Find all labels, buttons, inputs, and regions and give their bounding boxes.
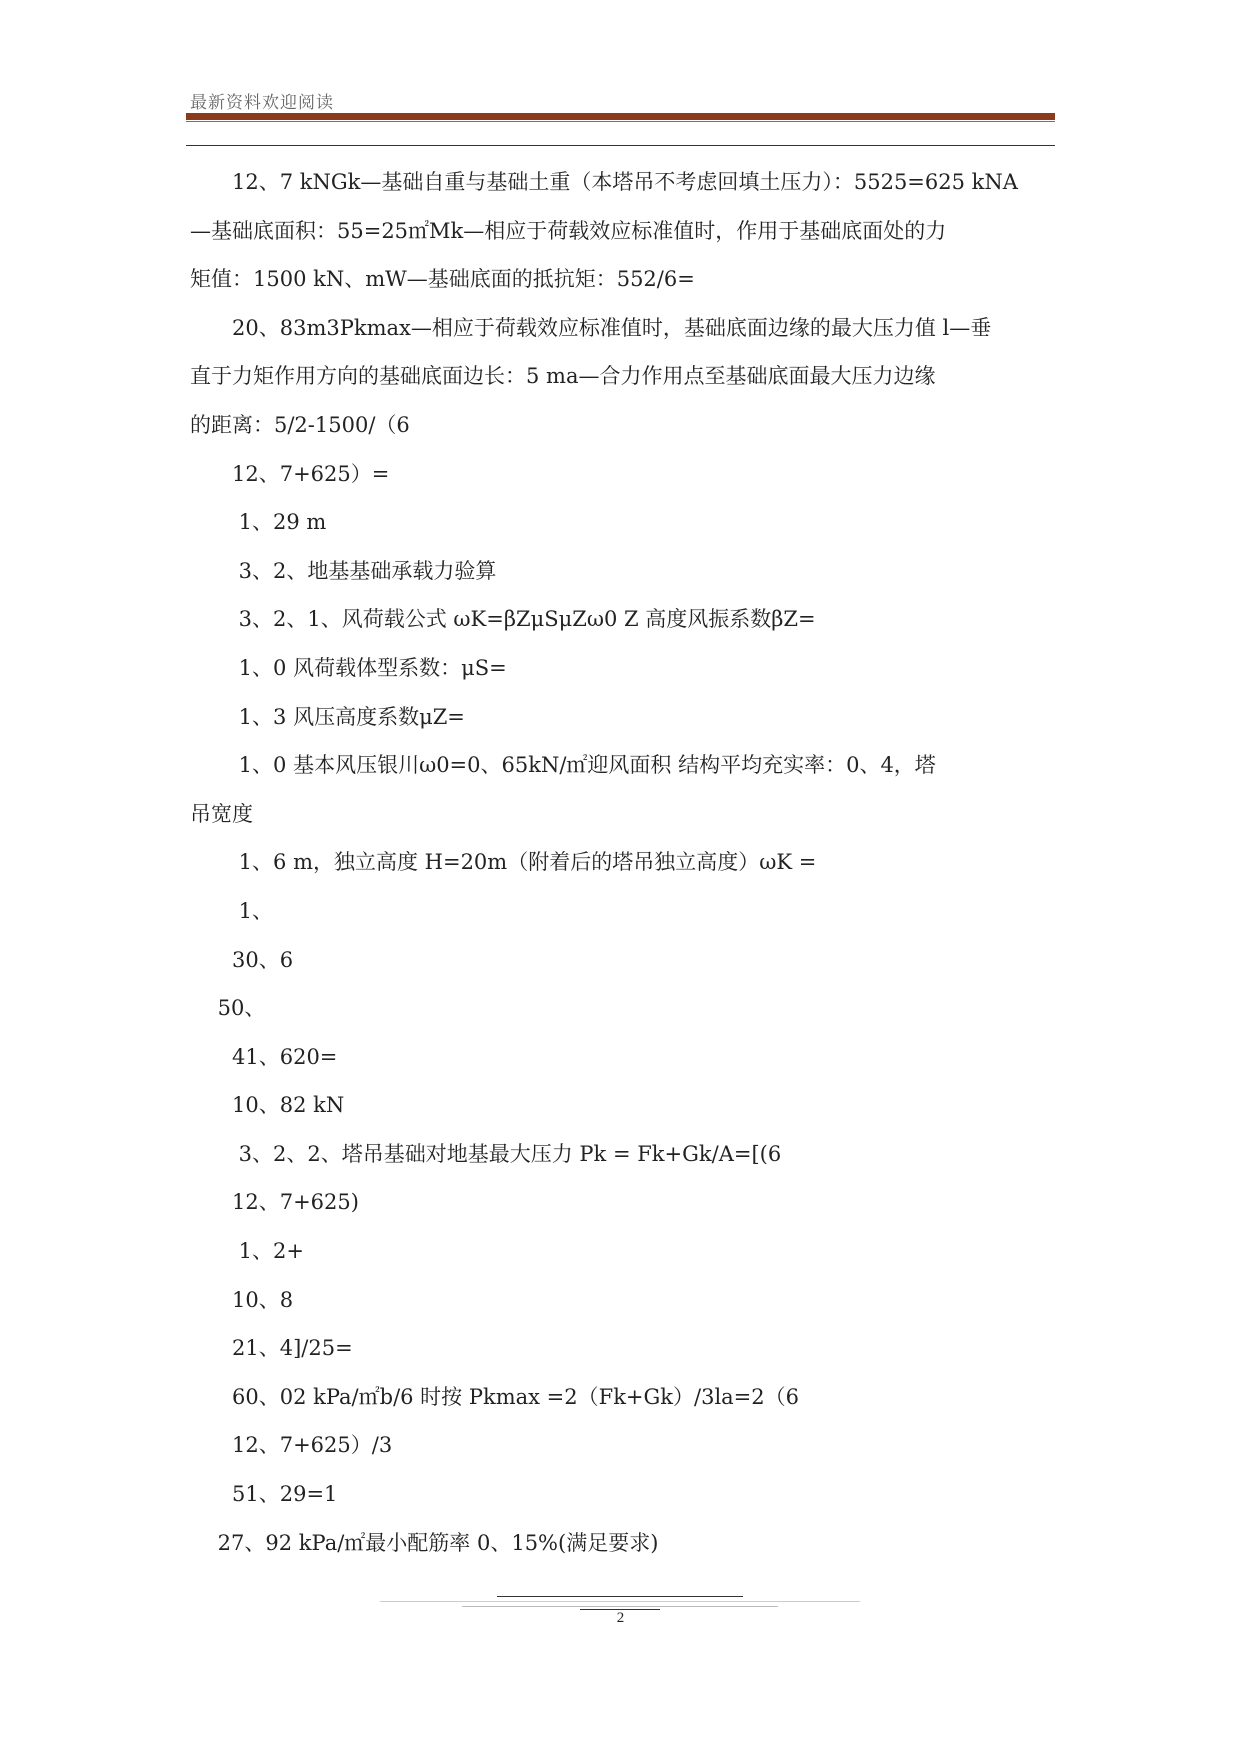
header-rule-thick bbox=[186, 113, 1055, 120]
body-line: —基础底面积：55=25㎡Mk—相应于荷载效应标准值时，作用于基础底面处的力 bbox=[190, 218, 947, 243]
body-line: 12、7+625）/3 bbox=[190, 1433, 393, 1458]
body-line: 10、8 bbox=[190, 1287, 294, 1312]
body-line: 1、 bbox=[190, 898, 274, 923]
body-line: 12、7+625) bbox=[190, 1190, 359, 1215]
document-body bbox=[190, 158, 1090, 1567]
header-text: 最新资料欢迎阅读 bbox=[190, 93, 334, 113]
body-line: 27、92 kPa/㎡最小配筋率 0、15%(满足要求) bbox=[190, 1530, 659, 1555]
body-line: 12、7+625）= bbox=[190, 461, 390, 486]
body-line: 50、 bbox=[190, 996, 266, 1021]
header-rule-bottom bbox=[186, 145, 1055, 146]
body-line: 1、0 基本风压银川ω0=0、65kN/㎡迎风面积 结构平均充实率：0、4，塔 bbox=[190, 753, 936, 778]
body-line: 矩值：1500 kN、mW—基础底面的抵抗矩：552/6= bbox=[190, 267, 695, 292]
body-line: 10、82 kN bbox=[190, 1093, 345, 1118]
body-line: 直于力矩作用方向的基础底面边长：5 ma—合力作用点至基础底面最大压力边缘 bbox=[190, 364, 936, 389]
body-line: 21、4]/25= bbox=[190, 1336, 353, 1361]
footer-rule bbox=[497, 1596, 743, 1597]
body-line: 41、620= bbox=[190, 1044, 338, 1069]
body-line: 60、02 kPa/㎡b/6 时按 Pkmax =2（Fk+Gk）/3la=2（6 bbox=[190, 1384, 799, 1409]
body-line: 1、6 m，独立高度 H=20m（附着后的塔吊独立高度）ωK = bbox=[190, 850, 817, 875]
body-line: 吊宽度 bbox=[190, 801, 253, 826]
body-line: 1、0 风荷载体型系数：μS= bbox=[190, 655, 507, 680]
header-rule-thin bbox=[186, 121, 1055, 122]
body-line: 1、2+ bbox=[190, 1239, 304, 1264]
body-line: 1、29 m bbox=[190, 510, 327, 535]
body-line: 3、2、1、风荷载公式 ωK=βZμSμZω0 Z 高度风振系数βZ= bbox=[190, 607, 816, 632]
body-line: 3、2、地基基础承载力验算 bbox=[190, 558, 497, 583]
footer-rule bbox=[462, 1606, 778, 1607]
body-line: 20、83m3Pkmax—相应于荷载效应标准值时，基础底面边缘的最大压力值 l—垂 bbox=[190, 315, 992, 340]
footer-rule bbox=[380, 1601, 860, 1602]
body-line: 12、7 kNGk—基础自重与基础土重（本塔吊不考虑回填土压力）：5525=625 kNA bbox=[190, 170, 1018, 194]
page-number: 2 bbox=[616, 1610, 625, 1626]
body-line: 1、3 风压高度系数μZ= bbox=[190, 704, 465, 729]
body-line: 30、6 bbox=[190, 947, 294, 972]
body-line: 3、2、2、塔吊基础对地基最大压力 Pk = Fk+Gk/A=[(6 bbox=[190, 1141, 782, 1166]
body-line: 的距离：5/2-1500/（6 bbox=[190, 412, 410, 437]
body-line: 51、29=1 bbox=[190, 1482, 338, 1507]
